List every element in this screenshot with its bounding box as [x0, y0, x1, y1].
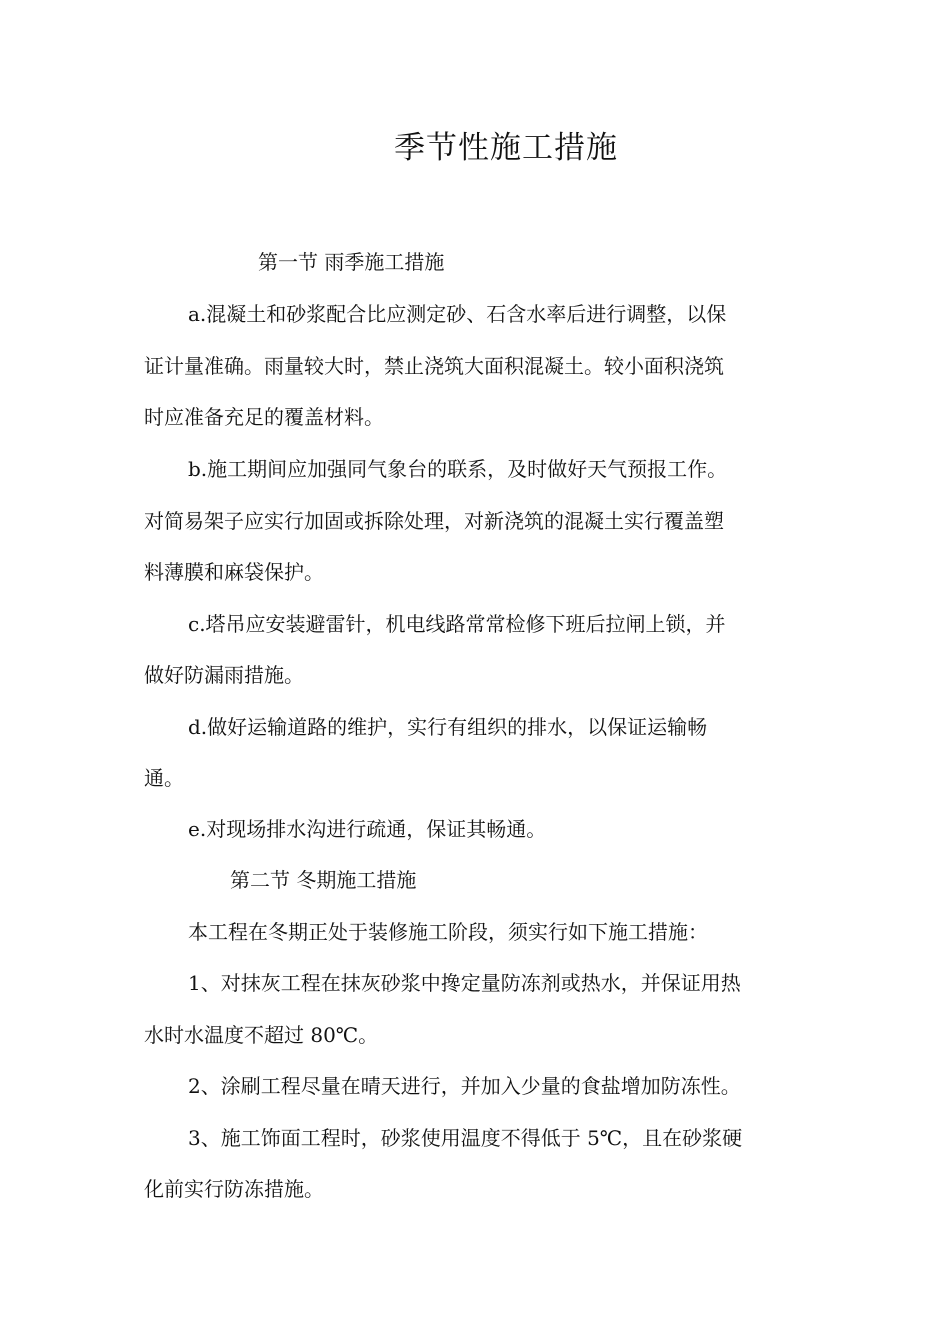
section-heading-winter-season: 第二节 冬期施工措施: [230, 868, 417, 892]
paragraph-3-line-1: 3、施工饰面工程时，砂浆使用温度不得低于 5℃，且在砂浆硬: [188, 1126, 743, 1150]
paragraph-b-line-1: b.施工期间应加强同气象台的联系，及时做好天气预报工作。: [188, 457, 728, 481]
section-heading-rainy-season: 第一节 雨季施工措施: [258, 250, 445, 274]
paragraph-d-line-1: d.做好运输道路的维护，实行有组织的排水，以保证运输畅: [188, 715, 708, 739]
paragraph-b-line-3: 料薄膜和麻袋保护。: [144, 560, 324, 584]
paragraph-1-line-2: 水时水温度不超过 80℃。: [144, 1023, 379, 1047]
section-2-intro: 本工程在冬期正处于装修施工阶段，须实行如下施工措施：: [188, 920, 708, 944]
paragraph-a-line-1: a.混凝土和砂浆配合比应测定砂、石含水率后进行调整，以保: [188, 302, 727, 326]
paragraph-d-line-2: 通。: [144, 766, 184, 790]
document-title: 季节性施工措施: [394, 130, 618, 166]
paragraph-b-line-2: 对简易架子应实行加固或拆除处理，对新浇筑的混凝土实行覆盖塑: [144, 509, 724, 533]
paragraph-1-line-1: 1、对抹灰工程在抹灰砂浆中搀定量防冻剂或热水，并保证用热: [188, 971, 741, 995]
paragraph-c-line-2: 做好防漏雨措施。: [144, 663, 304, 687]
paragraph-2-line-1: 2、涂刷工程尽量在晴天进行，并加入少量的食盐增加防冻性。: [188, 1074, 741, 1098]
paragraph-e-line-1: e.对现场排水沟进行疏通，保证其畅通。: [188, 817, 547, 841]
paragraph-c-line-1: c.塔吊应安装避雷针，机电线路常常检修下班后拉闸上锁，并: [188, 612, 726, 636]
paragraph-3-line-2: 化前实行防冻措施。: [144, 1177, 324, 1201]
paragraph-a-line-3: 时应准备充足的覆盖材料。: [144, 405, 384, 429]
paragraph-a-line-2: 证计量准确。雨量较大时，禁止浇筑大面积混凝土。较小面积浇筑: [144, 354, 724, 378]
